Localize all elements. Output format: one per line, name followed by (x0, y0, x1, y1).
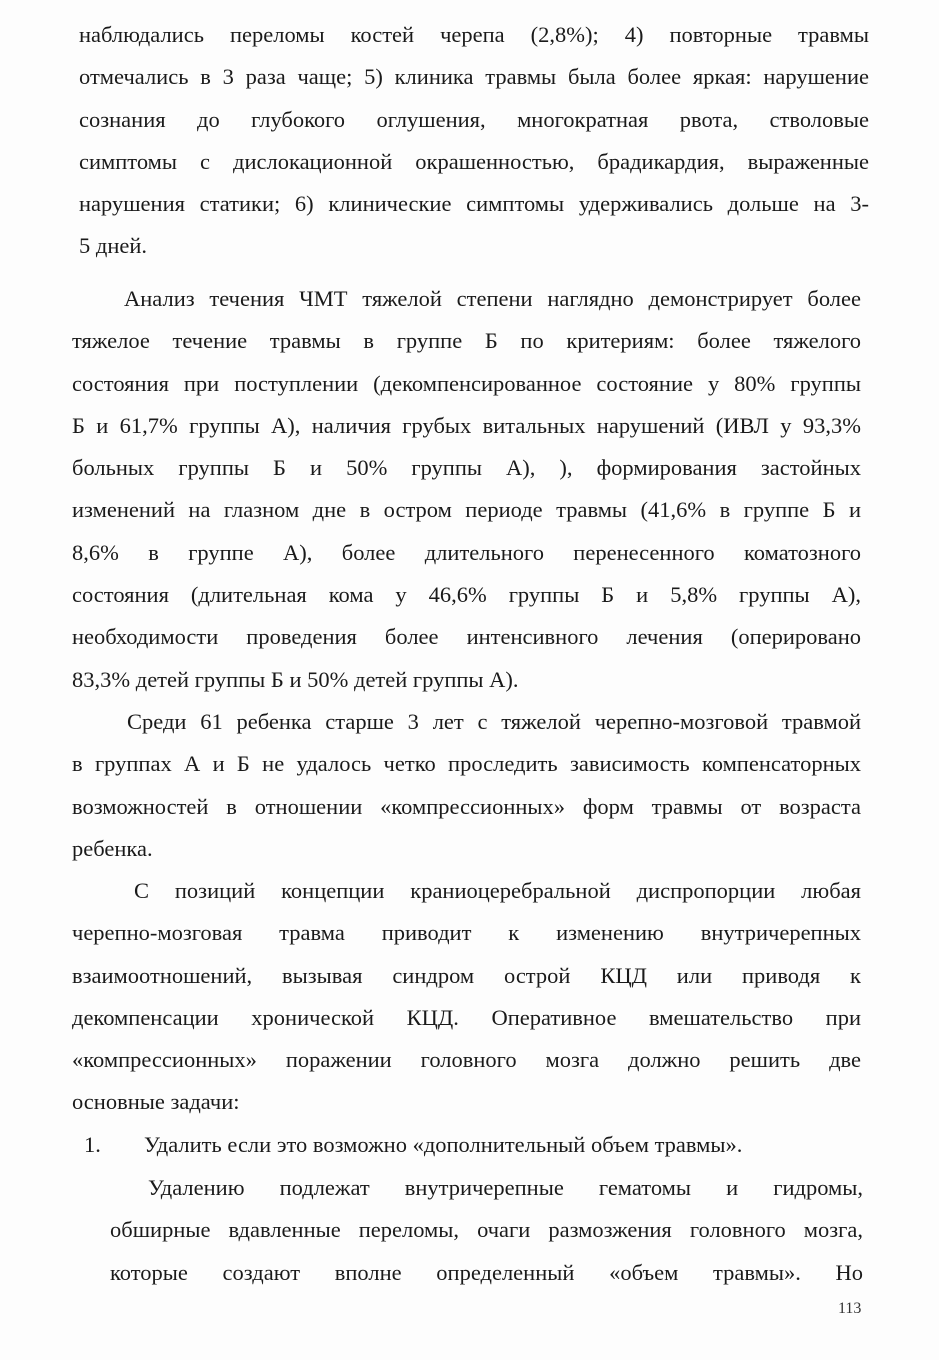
text-line: взаимоотношений, вызывая синдром острой КЦД или приводя к (72, 962, 861, 988)
text-line: состояния при поступлении (декомпенсированное состояние у 80% группы (72, 370, 861, 396)
text-line: наблюдались переломы костей черепа (2,8%); 4) повторные травмы (79, 22, 869, 47)
list-item-text: Удалить если это возможно «дополнительный объем травмы». (144, 1132, 743, 1157)
text-line: основные задачи: (72, 1089, 240, 1115)
text-line: нарушения статики; 6) клинические симптомы удерживались дольше на 3- (79, 191, 869, 217)
text-line: сознания до глубокого оглушения, многократная рвота, стволовые (79, 106, 869, 132)
text-line: изменений на глазном дне в остром периоде травмы (41,6% в группе Б и (72, 497, 861, 523)
text-line: ребенка. (72, 835, 153, 861)
paragraph-children-over-3 (72, 701, 861, 870)
list-item-number: 1. (84, 1132, 101, 1157)
text-line: С позиций концепции краниоцеребральной диспропорции любая (134, 878, 861, 903)
text-line: черепно-мозговая травма приводит к изменению внутричерепных (72, 920, 861, 946)
text-line: возможностей в отношении «компрессионных» форм травмы от возраста (72, 793, 861, 819)
text-line: тяжелое течение травмы в группе Б по критериям: более тяжелого (72, 328, 861, 354)
text-line: в группах А и Б не удалось четко проследить зависимость компенсаторных (72, 751, 861, 777)
text-line: состояния (длительная кома у 46,6% группы Б и 5,8% группы А), (72, 582, 861, 608)
paragraph-continuation (79, 14, 869, 268)
text-line: «компрессионных» поражении головного мозга должно решить две (72, 1047, 861, 1073)
paragraph-removal (110, 1167, 863, 1294)
text-line: обширные вдавленные переломы, очаги размозжения головного мозга, (110, 1217, 863, 1243)
text-line: Среди 61 ребенка старше 3 лет с тяжелой черепно-мозговой травмой (127, 709, 861, 734)
text-line: симптомы с дислокационной окрашенностью, брадикардия, выраженные (79, 148, 869, 174)
text-line: которые создают вполне определенный «объем травмы». Но (110, 1259, 863, 1285)
text-line: декомпенсации хронической КЦД. Оперативное вмешательство при (72, 1004, 861, 1030)
paragraph-severe-tbi-analysis (72, 278, 861, 701)
page-number: 113 (838, 1300, 862, 1317)
text-line: больных группы Б и 50% группы А), ), формирования застойных (72, 455, 861, 481)
text-line: 5 дней. (79, 233, 148, 259)
text-line: Б и 61,7% группы А), наличия грубых витальных нарушений (ИВЛ у 93,3% (72, 412, 861, 438)
text-line: отмечались в 3 раза чаще; 5) клиника травмы была более яркая: нарушение (79, 64, 869, 90)
text-line: необходимости проведения более интенсивного лечения (оперировано (72, 624, 861, 650)
text-line: Удалению подлежат внутричерепные гематомы и гидромы, (148, 1175, 863, 1200)
paragraph-craniocerebral-disproportion (72, 870, 861, 1124)
text-line: 83,3% детей группы Б и 50% детей группы А). (72, 666, 519, 692)
text-line: 8,6% в группе А), более длительного перенесенного коматозного (72, 539, 861, 565)
text-line: Анализ течения ЧМТ тяжелой степени наглядно демонстрирует более (124, 286, 861, 311)
